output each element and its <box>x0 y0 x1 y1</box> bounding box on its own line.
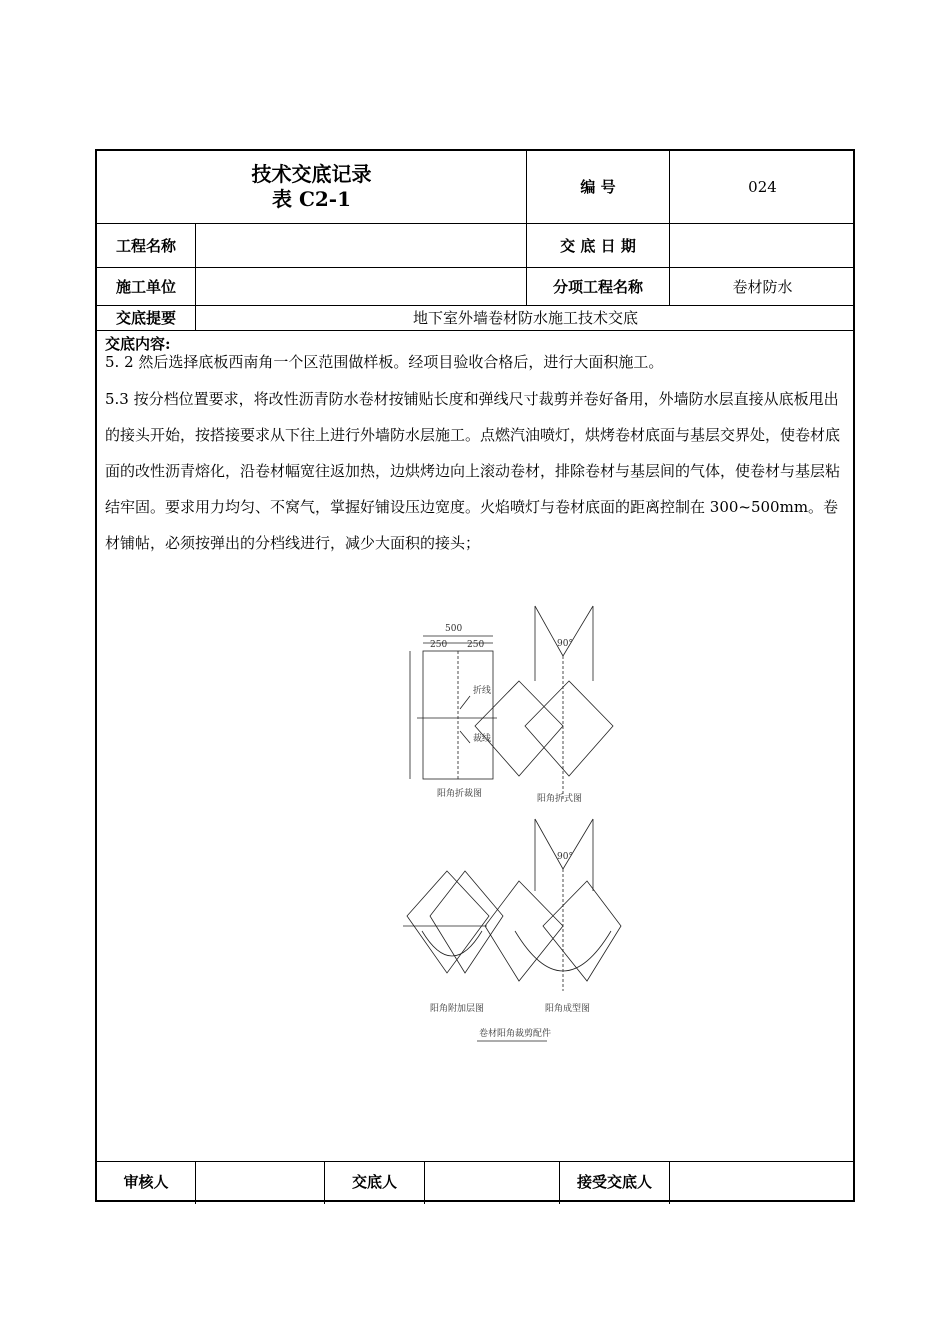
row-divider <box>97 330 853 331</box>
summary-value: 地下室外墙卷材防水施工技术交底 <box>412 309 638 327</box>
content-label: 交底内容: <box>105 335 171 353</box>
subproject-label: 分项工程名称 <box>552 277 643 296</box>
angle-bottom: 90° <box>557 852 573 862</box>
leader-line <box>460 731 470 743</box>
caption-formed: 阳角成型图 <box>545 1004 591 1014</box>
construction-unit-value[interactable] <box>196 268 526 305</box>
number-label: 编 号 <box>580 178 616 196</box>
content-paragraph-1: 5. 2 然后选择底板西南角一个区范围做样板。经项目验收合格后，进行大面积施工。 <box>105 353 664 371</box>
caption-cut: 阳角折裁图 <box>437 789 483 799</box>
summary-label: 交底提要 <box>115 309 176 327</box>
number-value: 024 <box>748 178 777 196</box>
caption-additional-layer: 阳角附加层图 <box>430 1004 485 1014</box>
formed-diamond-right <box>543 881 621 981</box>
caption-main: 卷材阳角裁剪配件 <box>479 1029 552 1039</box>
reviewer-value[interactable] <box>196 1162 324 1202</box>
discloser-label: 交底人 <box>351 1173 397 1191</box>
content-paragraph-2: 5.3 按分档位置要求，将改性沥青防水卷材按铺贴长度和弹线尺寸裁剪并卷好备用，外墙防水层直接从底板甩出的接头开始，按搭接要求从下往上进行外墙防水层施工。点燃汽油喷灯，烘烤卷材底面与基层交界处，使卷材底面的改性沥青熔化，沿卷材幅宽往返加热，边烘烤边向上滚动卷材，排除卷材与基层间的气体，使卷材与基层粘结牢固。要求用力均匀、不窝气，掌握好铺设压边宽度。火焰喷灯与卷材底面的距离控制在 300~500mm。卷材铺帖，必须按弹出的分档线进行，减少大面积的接头； <box>105 390 841 552</box>
receiver-label: 接受交底人 <box>576 1173 652 1191</box>
dim-top: 500 <box>445 624 463 634</box>
caption-fold: 阳角折式图 <box>537 794 583 804</box>
project-name-label: 工程名称 <box>115 236 176 255</box>
form-title-line2: 表 C2-1 <box>271 187 351 211</box>
construction-unit-label: 施工单位 <box>115 277 176 296</box>
dim-left: 250 <box>430 640 448 650</box>
formed-corner-diagram <box>485 819 621 991</box>
angle-top: 90° <box>557 639 573 649</box>
label-fold: 折线 <box>473 686 492 696</box>
leader-line <box>460 696 470 709</box>
dim-right: 250 <box>467 640 485 650</box>
label-cut: 裁线 <box>473 734 492 744</box>
form-title <box>97 151 526 223</box>
receiver-value[interactable] <box>670 1162 855 1202</box>
subproject-value: 卷材防水 <box>732 277 793 296</box>
membrane-corner-figure <box>397 601 637 1051</box>
reviewer-label: 审核人 <box>123 1173 169 1191</box>
disclosure-date-value[interactable] <box>670 224 855 267</box>
project-name-value[interactable] <box>196 224 526 267</box>
fold-diagram <box>475 606 613 801</box>
disclosure-form <box>95 149 855 1202</box>
form-title-line1: 技术交底记录 <box>251 162 372 186</box>
disclosure-date-label: 交 底 日 期 <box>560 236 636 255</box>
layer-shape-right <box>430 871 503 973</box>
diamond-right <box>525 681 613 776</box>
formed-diamond-left <box>485 881 563 981</box>
cut-diagram-rect <box>423 651 493 779</box>
discloser-value[interactable] <box>425 1162 559 1202</box>
layer-shape-left <box>407 871 489 973</box>
